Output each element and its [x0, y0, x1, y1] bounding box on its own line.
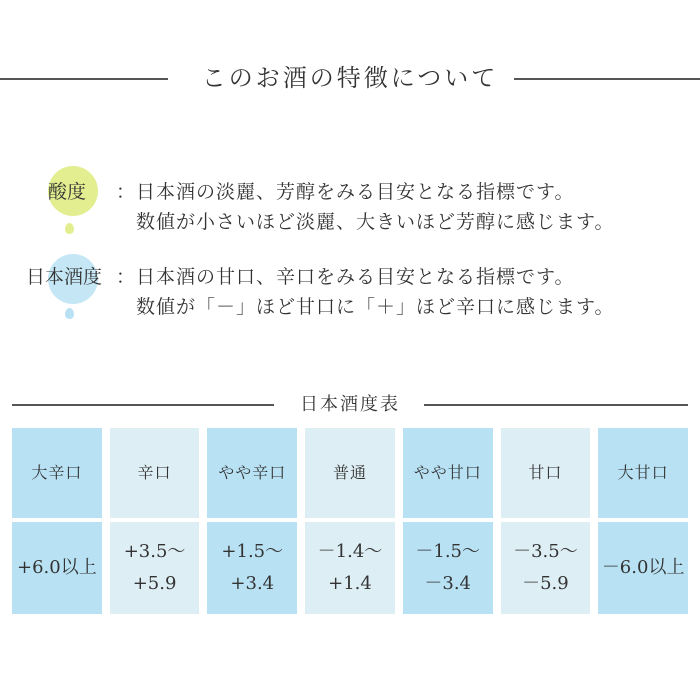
table-value-line: +5.9 [132, 573, 177, 594]
table-value-line: +6.0以上 [16, 557, 97, 578]
section-title: このお酒の特徴について [188, 64, 513, 92]
acidity-colon: ： [116, 181, 136, 203]
table-value-line: +3.4 [230, 573, 275, 594]
smv-table [12, 428, 688, 614]
table-value-cell [403, 522, 493, 614]
table-value-line: +3.5～ [123, 541, 186, 562]
acidity-drop-icon [65, 223, 74, 234]
smv-line-1: 日本酒の甘口、辛口をみる目安となる指標です。 [136, 266, 575, 288]
acidity-line-2: 数値が小さいほど淡麗、大きいほど芳醇に感じます。 [136, 211, 615, 233]
table-value-line: +1.5～ [221, 541, 284, 562]
table-value-line: －3.5～ [513, 541, 578, 562]
table-title: 日本酒度表 [300, 394, 400, 415]
table-header-cell: 普通 [305, 428, 395, 518]
table-value-line: －3.4 [424, 573, 472, 594]
table-header-cell: やや甘口 [403, 428, 493, 518]
table-header-cell: やや辛口 [207, 428, 297, 518]
table-value-cell [12, 522, 102, 614]
table-header-cell: 大辛口 [12, 428, 102, 518]
acidity-term: 酸度 [48, 181, 87, 203]
table-value-cell [305, 522, 395, 614]
table-value-cell [598, 522, 688, 614]
table-header-cell: 甘口 [501, 428, 591, 518]
table-value-cell [110, 522, 200, 614]
smv-line-2: 数値が「－」ほど甘口に「＋」ほど辛口に感じます。 [136, 296, 615, 318]
table-value-line: +1.4 [328, 573, 372, 594]
smv-drop-icon [65, 308, 74, 319]
table-value-cell [501, 522, 591, 614]
table-header-cell: 大甘口 [598, 428, 688, 518]
table-value-cell [207, 522, 297, 614]
smv-term: 日本酒度 [26, 266, 103, 288]
smv-colon: ： [116, 266, 136, 288]
table-value-line: －1.4～ [317, 541, 383, 562]
table-value-line: －1.5～ [415, 541, 481, 562]
table-header-cell: 辛口 [110, 428, 200, 518]
table-value-line: －5.9 [522, 573, 569, 594]
section-title-row [0, 58, 700, 98]
table-value-line: －6.0以上 [601, 557, 685, 578]
acidity-line-1: 日本酒の淡麗、芳醇をみる目安となる指標です。 [136, 181, 575, 203]
table-title-row [0, 390, 700, 420]
